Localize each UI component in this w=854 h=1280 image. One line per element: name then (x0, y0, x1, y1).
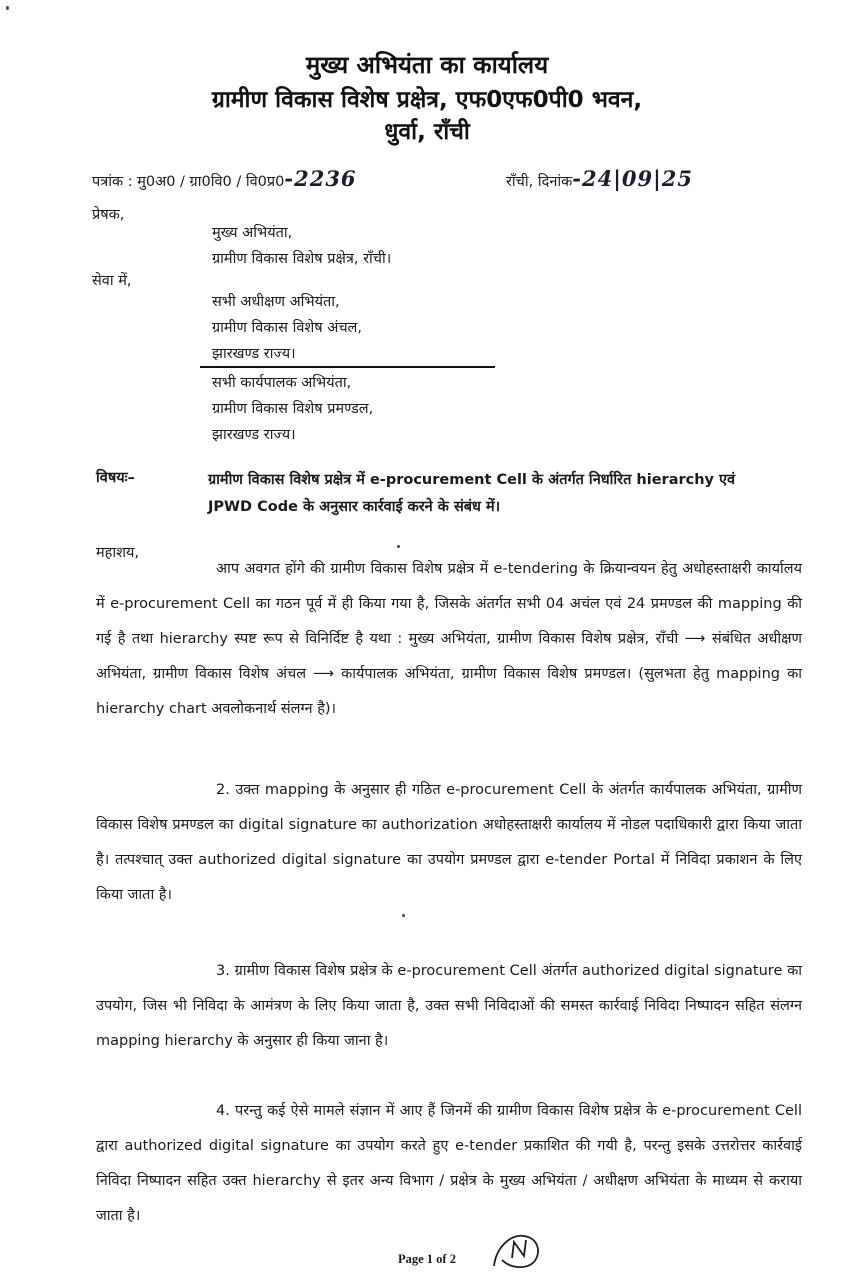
date-value: -24|09|25 (572, 166, 693, 191)
sender-label: प्रेषक, (92, 207, 125, 223)
reference-number: -2236 (284, 166, 357, 191)
recipient-line: सभी अधीक्षण अभियंता, (212, 294, 340, 310)
sender-address (212, 220, 391, 272)
office-location: धुर्वा, राँची (384, 119, 470, 145)
recipient-line: झारखण्ड राज्य। (212, 346, 296, 362)
recipient-line: ग्रामीण विकास विशेष अंचल, (212, 320, 362, 336)
reference-line (92, 166, 357, 191)
handwritten-initial-icon (488, 1228, 548, 1274)
recipient-divider (200, 366, 495, 368)
sender-line: ग्रामीण विकास विशेष प्रक्षेत्र, राँची। (212, 251, 392, 267)
recipient-line: ग्रामीण विकास विशेष प्रमण्डल, (212, 401, 374, 417)
recipient-group-se (212, 289, 362, 367)
recipient-group-ee (212, 370, 373, 448)
paragraph-2 (96, 773, 802, 913)
date-label: राँची, दिनांक (506, 174, 573, 190)
office-title: मुख्य अभियंता का कार्यालय (305, 51, 549, 79)
paragraph-3 (96, 954, 802, 1059)
salutation: महाशय, (96, 545, 140, 561)
paragraph-1 (96, 552, 802, 727)
date-line (506, 166, 693, 191)
recipient-line: झारखण्ड राज्य। (212, 427, 296, 443)
paragraph-3-text: 3. ग्रामीण विकास विशेष प्रक्षेत्र के e-procurement Cell अंतर्गत authorized digital signature का उपयोग, जिस भी निविदा के आमंत्रण के लिए किया जाता है, उक्त सभी निविदाओं की समस्त कार्रवाई निविदा निष्पादन सहित संलग्न mapping hierarchy के अनुसार ही किया जाना है। (96, 963, 802, 1049)
paragraph-4-text: 4. परन्तु कई ऐसे मामले संज्ञान में आए हैं जिनमें की ग्रामीण विकास विशेष प्रक्षेत्र के e-procurement Cell द्वारा authorized digital signature का उपयोग करते हुए e-tender प्रकाशित की गयी है, परन्तु इसके उत्तरोत्तर कार्रवाई निविदा निष्पादन सहित उक्त hierarchy से इतर अन्य विभाग / प्रक्षेत्र के मुख्य अभियंता / अधीक्षण अभियंता के माध्यम से कराया जाता है। (96, 1103, 802, 1224)
scan-speck (397, 545, 400, 548)
paragraph-4 (96, 1094, 802, 1234)
recipient-line: सभी कार्यपालक अभियंता, (212, 375, 352, 391)
scan-speck (6, 6, 9, 10)
office-department: ग्रामीण विकास विशेष प्रक्षेत्र, एफ0एफ0पी0 भवन, (211, 87, 643, 113)
paragraph-2-text: 2. उक्त mapping के अनुसार ही गठित e-procurement Cell के अंतर्गत कार्यपालक अभियंता, ग्रामीण विकास विशेष प्रमण्डल का digital signature का authorization अधोहस्ताक्षरी कार्यालय में नोडल पदाधिकारी द्वारा किया जाता है। तत्पश्चात् उक्त authorized digital signature का उपयोग प्रमण्डल द्वारा e-tender Portal में निविदा प्रकाशन के लिए किया जाता है। (96, 782, 802, 903)
subject-label: विषयः– (96, 470, 135, 486)
recipients-label: सेवा में, (92, 273, 132, 289)
sender-line: मुख्य अभियंता, (212, 225, 293, 241)
reference-label: पत्रांक : मु0अ0 / ग्रा0वि0 / वि0प्र0 (92, 174, 285, 190)
scan-speck (402, 914, 405, 917)
subject-text: ग्रामीण विकास विशेष प्रक्षेत्र में e-procurement Cell के अंतर्गत निर्धारित hierarchy एवं JPWD Code के अनुसार कार्रवाई करने के संबंध में। (208, 472, 736, 515)
paragraph-1-text: आप अवगत होंगे की ग्रामीण विकास विशेष प्रक्षेत्र में e-tendering के क्रियान्वयन हेतु अधोहस्ताक्षरी कार्यालय में e-procurement Cell का गठन पूर्व में ही किया गया है, जिसके अंतर्गत सभी 04 अचंल एवं 24 प्रमण्डल की mapping की गई है तथा hierarchy स्पष्ट रूप से विनिर्दिष्ट है यथा : मुख्य अभियंता, ग्रामीण विकास विशेष प्रक्षेत्र, राँची ⟶ संबंधित अधीक्षण अभियंता, ग्रामीण विकास विशेष अंचल ⟶ कार्यपालक अभियंता, ग्रामीण विकास विशेष प्रमण्डल। (सुलभता हेतु mapping का hierarchy chart अवलोकनार्थ संलग्न है)। (96, 561, 802, 717)
page-footer: Page 1 of 2 (398, 1252, 456, 1266)
